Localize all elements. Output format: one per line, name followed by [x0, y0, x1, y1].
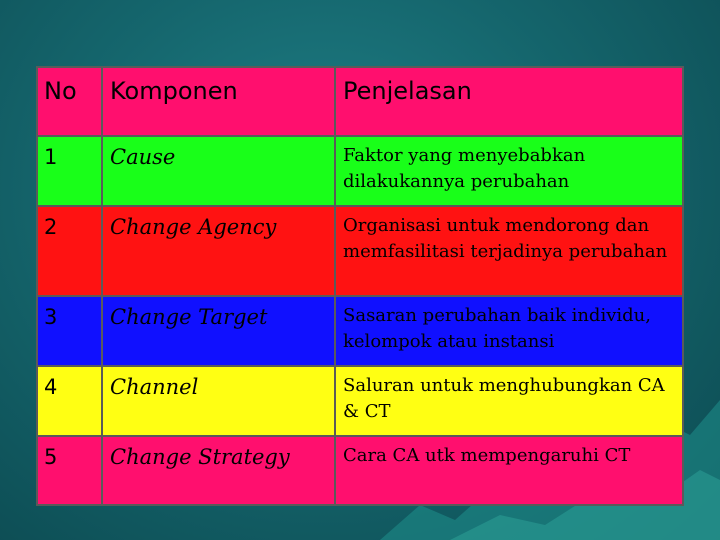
- table-header-row: [38, 68, 682, 137]
- table-row: [38, 297, 682, 367]
- row-komponen: Change Target: [103, 297, 336, 367]
- row-komponen: Channel: [103, 367, 336, 437]
- row-komponen: Cause: [103, 137, 336, 207]
- header-komponen: Komponen: [103, 68, 336, 137]
- row-penjelasan: Cara CA utk mempengaruhi CT: [343, 445, 631, 466]
- row-penjelasan: Faktor yang menyebabkan dilakukannya perubahan: [336, 137, 682, 207]
- table-row: [38, 367, 682, 437]
- row-penjelasan: Organisasi untuk mendorong dan memfasilitasi terjadinya perubahan: [336, 207, 682, 297]
- row-komponen: Change Strategy: [103, 437, 336, 504]
- header-no: No: [38, 68, 103, 137]
- header-penjelasan: Penjelasan: [336, 68, 682, 137]
- table-row: [38, 207, 682, 297]
- row-number: 1: [38, 137, 103, 207]
- row-penjelasan: Saluran untuk menghubungkan CA & CT: [336, 367, 682, 437]
- row-number: 4: [38, 367, 103, 437]
- table-row: [38, 437, 682, 504]
- component-table: [36, 66, 684, 506]
- row-komponen: Change Agency: [103, 207, 336, 297]
- table-row: [38, 137, 682, 207]
- row-number: 5: [38, 437, 103, 504]
- row-number: 2: [38, 207, 103, 297]
- row-penjelasan: Sasaran perubahan baik individu, kelompok atau instansi: [336, 297, 682, 367]
- row-number: 3: [38, 297, 103, 367]
